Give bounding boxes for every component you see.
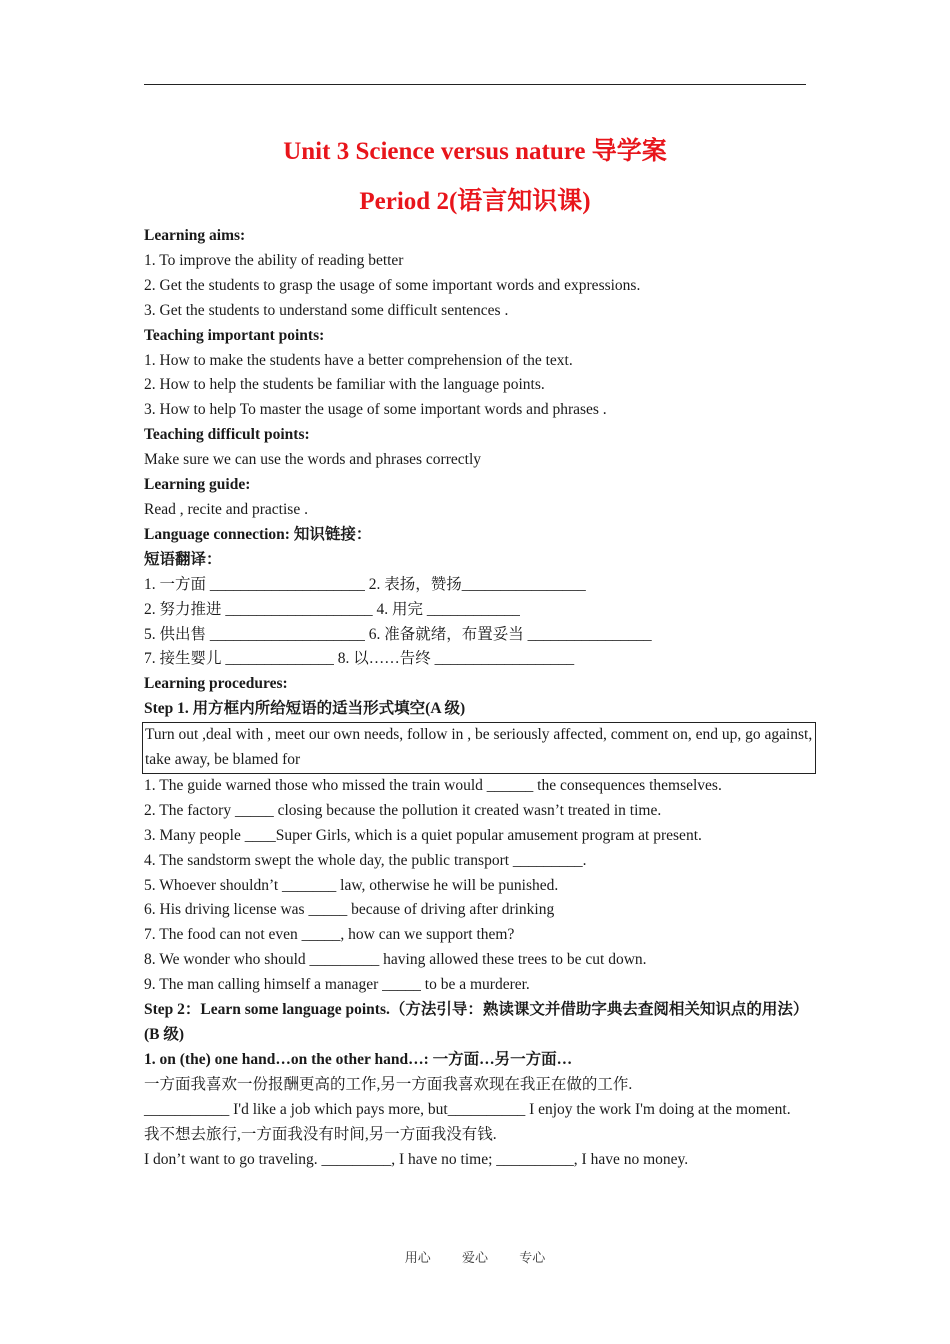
text-line: 7. The food can not even _____, how can we support them? — [144, 926, 515, 944]
text-line: Make sure we can use the words and phrases correctly — [144, 451, 481, 469]
text-line: 9. The man calling himself a manager _____ to be a murderer. — [144, 976, 530, 994]
section-heading: Learning procedures: — [144, 675, 288, 693]
page-subtitle: Period 2(语言知识课) — [359, 188, 591, 215]
header-rule — [144, 84, 806, 85]
text-line: 8. We wonder who should _________ having allowed these trees to be cut down. — [144, 951, 647, 969]
text-line: 4. The sandstorm swept the whole day, the public transport _________. — [144, 851, 587, 869]
text-line: 5. Whoever shouldn’t _______ law, otherwise he will be punished. — [144, 876, 559, 894]
text-line: Read , recite and practise . — [144, 500, 308, 518]
section-heading: Teaching difficult points: — [144, 426, 310, 444]
section-heading: Language connection: 知识链接： — [144, 525, 372, 543]
text-line: 2. How to help the students be familiar with the language points. — [144, 376, 545, 394]
section-heading: Step 2：Learn some language points.（方法引导：熟读课文并借助字典去查阅相关知识点的用法）(B 级) — [144, 1001, 809, 1043]
page-footer — [0, 1247, 950, 1266]
section-heading: Step 1. 用方框内所给短语的适当形式填空(A 级) — [144, 700, 466, 718]
text-line: 7. 接生婴儿 ______________ 8. 以……告终 __________________ — [144, 650, 575, 668]
page-title: Unit 3 Science versus nature 导学案 — [283, 138, 667, 165]
text-line: 我不想去旅行,一方面我没有时间,另一方面我没有钱. — [144, 1125, 497, 1143]
text-line: 2. Get the students to grasp the usage of some important words and expressions. — [144, 276, 641, 294]
text-line: I don’t want to go traveling. _________, I have no time; __________, I have no money. — [144, 1150, 689, 1168]
section-heading: Learning aims: — [144, 227, 246, 244]
text-line: 1. How to make the students have a better comprehension of the text. — [144, 351, 573, 369]
section-heading: 1. on (the) one hand…on the other hand…: 一方面…另一方面… — [144, 1050, 573, 1068]
text-line: 5. 供出售 ____________________ 6. 准备就绪，布置妥当 ________________ — [144, 625, 652, 643]
footer-word: 爱心 — [461, 1250, 488, 1265]
section-heading: Learning guide: — [144, 476, 251, 494]
phrase-box: Turn out ,deal with , meet our own needs, follow in , be seriously affected, comment on, end up, go against, take away, be blamed for — [142, 722, 816, 774]
text-line: 1. To improve the ability of reading better — [144, 251, 404, 269]
footer-word: 专心 — [519, 1250, 546, 1265]
text-line: 一方面我喜欢一份报酬更高的工作,另一方面我喜欢现在我正在做的工作. — [144, 1075, 633, 1093]
text-line: ___________ I'd like a job which pays more, but__________ I enjoy the work I'm doing at the moment. — [144, 1100, 791, 1118]
section-heading: 短语翻译： — [144, 550, 222, 568]
text-line: 2. 努力推进 ___________________ 4. 用完 ____________ — [144, 600, 520, 618]
text-line: 1. The guide warned those who missed the train would ______ the consequences themselves. — [144, 776, 722, 794]
text-line: 3. How to help To master the usage of some important words and phrases . — [144, 401, 607, 419]
section-heading: Teaching important points: — [144, 326, 325, 344]
footer-word: 用心 — [404, 1250, 431, 1265]
document-body — [144, 224, 813, 1172]
text-line: 3. Get the students to understand some difficult sentences . — [144, 301, 509, 319]
text-line: 1. 一方面 ____________________ 2. 表扬，赞扬________________ — [144, 575, 586, 593]
text-line: 6. His driving license was _____ because of driving after drinking — [144, 901, 555, 919]
text-line: 2. The factory _____ closing because the pollution it created wasn’t treated in time. — [144, 801, 662, 819]
text-line: 3. Many people ____Super Girls, which is a quiet popular amusement program at present. — [144, 826, 702, 844]
